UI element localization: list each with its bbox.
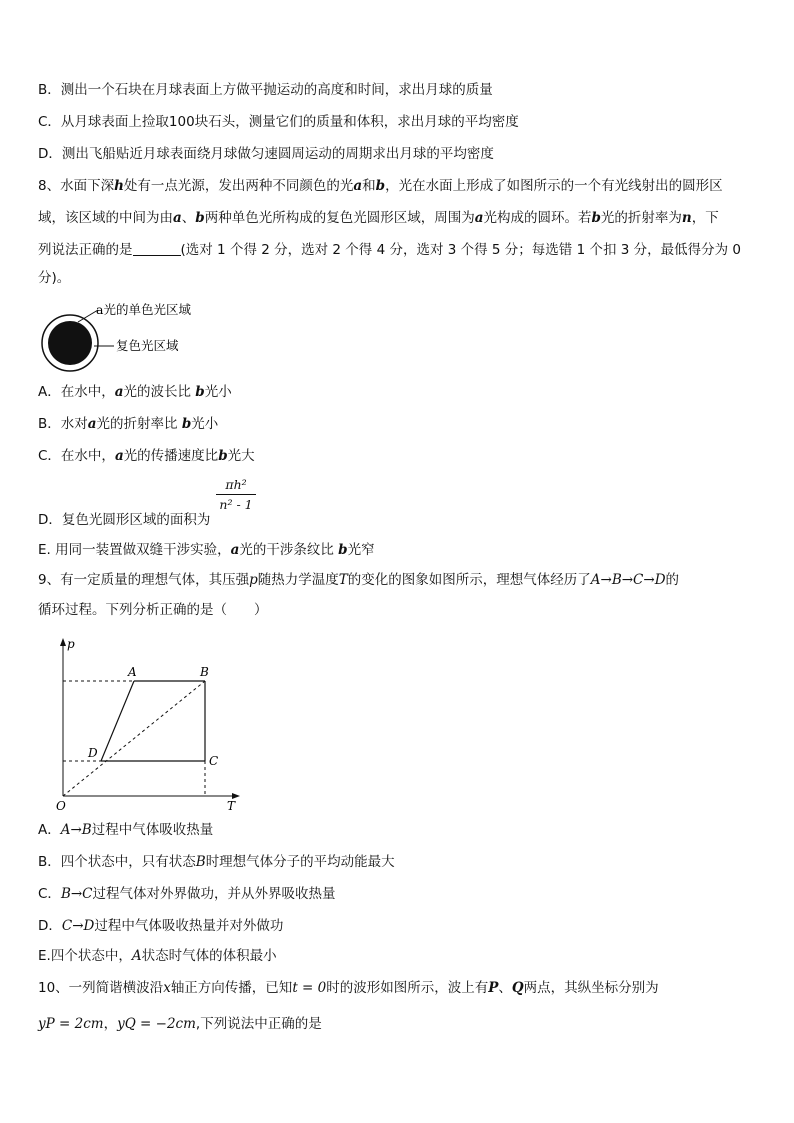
q9-option-e: E.四个状态中，A状态时气体的体积最小 [38, 948, 277, 964]
p-t-graph [50, 636, 250, 814]
q8-option-e: E. 用同一装置做双缝干涉实验，a光的干涉条纹比 b光窄 [38, 542, 375, 558]
label-a-region: a光的单色光区域 [96, 302, 191, 317]
q9-option-a: A．A→B过程中气体吸收热量 [38, 822, 214, 838]
point-a-label: A [128, 665, 137, 679]
area-fraction [216, 477, 256, 512]
q8-option-c: C．在水中，a光的传播速度比b光大 [38, 448, 255, 464]
origin-label: O [56, 799, 66, 813]
q9-stem-line1: 9、有一定质量的理想气体，其压强p随热力学温度T的变化的图象如图所示，理想气体经历了A→B→C→D的 [38, 572, 680, 588]
q9-option-d: D．C→D过程中气体吸收热量并对外做功 [38, 918, 284, 934]
fraction-denominator: n² - 1 [219, 497, 253, 512]
q8-option-b: B．水对a光的折射率比 b光小 [38, 416, 219, 432]
q9-option-b: B．四个状态中，只有状态B时理想气体分子的平均动能最大 [38, 854, 395, 870]
q10-stem-line2: yP = 2cm，yQ = −2cm,下列说法中正确的是 [38, 1016, 322, 1032]
q9-option-c: C．B→C过程气体对外界做功，并从外界吸收热量 [38, 886, 336, 902]
p-axis-arrow [60, 638, 66, 646]
point-b-label: B [200, 665, 209, 679]
q8-stem-line4: 分)。 [38, 270, 71, 286]
q8-stem-line3: 列说法正确的是 (选对 1 个得 2 分，选对 2 个得 4 分，选对 3 个得 5 分；每选错 1 个扣 3 分，最低得分为 0 [38, 242, 742, 258]
fraction-numerator: πh² [216, 477, 256, 495]
q7-option-c: C．从月球表面上捡取100块石头，测量它们的质量和体积，求出月球的平均密度 [38, 114, 519, 130]
t-axis-label: T [227, 799, 236, 813]
dashed-origin-b [63, 681, 205, 796]
leader-line-a [78, 310, 98, 322]
point-d-label: D [88, 746, 98, 760]
p-axis-label: p [67, 637, 75, 651]
q8-stem-line2: 域，该区域的中间为由a、b两种单色光所构成的复色光圆形区域，周围为a光构成的圆环。若b光的折射率为n，下 [38, 210, 719, 226]
inner-region [48, 321, 92, 365]
process-d-a [101, 681, 134, 761]
q8-option-d: D．复色光圆形区域的面积为 [38, 512, 211, 528]
q7-option-b: B．测出一个石块在月球表面上方做平抛运动的高度和时间，求出月球的质量 [38, 82, 493, 98]
q8-option-a: A．在水中，a光的波长比 b光小 [38, 384, 232, 400]
point-c-label: C [209, 754, 219, 768]
q8-stem-line1: 8、水面下深h处有一点光源，发出两种不同颜色的光a和b，光在水面上形成了如图所示的一个有光线射出的圆形区 [38, 178, 723, 194]
q7-option-d: D．测出飞船贴近月球表面绕月球做匀速圆周运动的周期求出月球的平均密度 [38, 146, 494, 162]
answer-blank [133, 241, 181, 256]
light-region-figure [38, 298, 268, 378]
q10-stem-line1: 10、一列简谐横波沿x轴正方向传播，已知t = 0时的波形如图所示，波上有P、Q两点，其纵坐标分别为 [38, 980, 659, 996]
label-mixed-region: 复色光区域 [116, 338, 179, 353]
q9-stem-line2: 循环过程。下列分析正确的是（ ） [38, 602, 268, 618]
